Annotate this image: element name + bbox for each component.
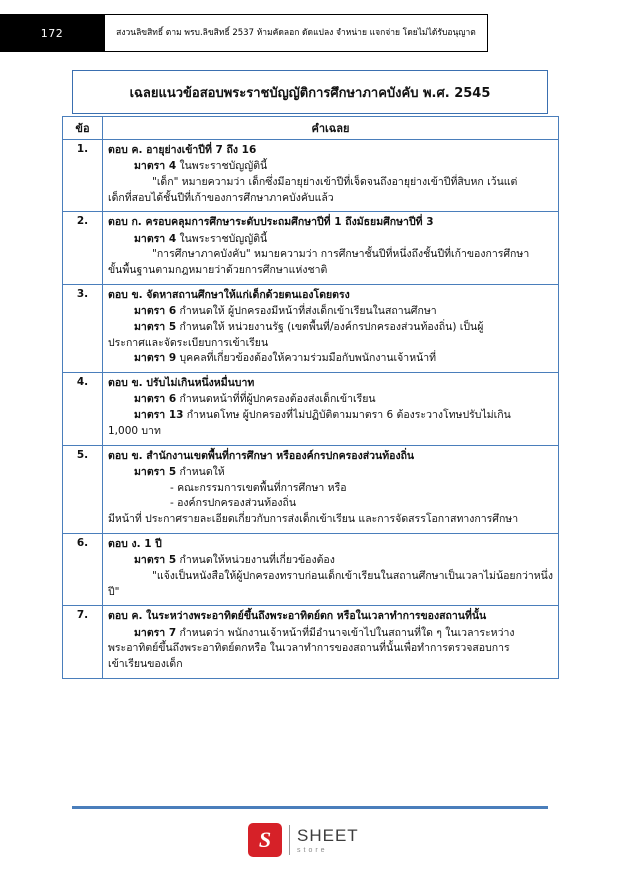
footer-divider: [72, 806, 548, 809]
row-number: 1.: [63, 140, 103, 212]
answer-choice: ตอบ ง. 1 ปี: [108, 537, 162, 550]
table-header-row: [63, 117, 559, 140]
answer-detail-line: มาตรา 4 ในพระราชบัญญัตินี้: [134, 232, 268, 245]
answer-choice: ตอบ ก. ครอบคลุมการศึกษาระดับประถมศึกษาปีที่ 1 ถึงมัธยมศึกษาปีที่ 3: [108, 216, 434, 229]
answer-detail-line: มาตรา 6 กำหนดให้ ผู้ปกครองมีหน้าที่ส่งเด็กเข้าเรียนในสถานศึกษา: [134, 305, 437, 318]
document-title-box: [72, 70, 548, 114]
answer-detail-line: เด็กที่สอบได้ชั้นปีที่เก้าของการศึกษาภาคบังคับแล้ว: [108, 191, 334, 204]
logo-title: SHEET: [297, 826, 359, 845]
table-row: [63, 533, 559, 605]
copyright-notice-text: สงวนลิขสิทธิ์ ตาม พรบ.ลิขสิทธิ์ 2537 ห้ามคัดลอก ดัดแปลง จำหน่าย แจกจ่าย โดยไม่ได้รับอนุญาต: [116, 27, 476, 38]
page-number: 172: [40, 26, 64, 40]
answer-detail-line: มาตรา 5 กำหนดให้: [134, 465, 225, 478]
sheet-store-logo: [248, 820, 372, 860]
row-number: 4.: [63, 373, 103, 445]
page-title: เฉลยแนวข้อสอบพระราชบัญญัติการศึกษาภาคบังคับ พ.ศ. 2545: [129, 85, 491, 101]
answer-detail-line: "การศึกษาภาคบังคับ" หมายความว่า การศึกษาชั้นปีที่หนึ่งถึงชั้นปีที่เก้าของการศึกษา: [152, 248, 530, 261]
row-answer: [103, 606, 559, 678]
answer-detail-line: ประกาศและจัดระเบียบการเข้าเรียน: [108, 336, 269, 349]
answer-detail-line: พระอาทิตย์ขึ้นถึงพระอาทิตย์ตกหรือ ในเวลาทำการของสถานที่นั้นเพื่อทำการตรวจสอบการ: [108, 642, 510, 655]
answer-detail-line: ปี": [108, 585, 120, 598]
row-answer: [103, 212, 559, 284]
answer-detail-line: มาตรา 7 กำหนดว่า พนักงานเจ้าหน้าที่มีอำนาจเข้าไปในสถานที่ใด ๆ ในเวลาระหว่าง: [134, 626, 515, 639]
answer-detail-line: มีหน้าที่ ประกาศรายละเอียดเกี่ยวกับการส่งเด็กเข้าเรียน และการจัดสรรโอกาสทางการศึกษา: [108, 513, 519, 526]
row-answer: [103, 445, 559, 533]
logo-divider: [289, 825, 290, 855]
column-header-answer: คำเฉลย: [103, 117, 559, 140]
answer-choice: ตอบ ข. สำนักงานเขตพื้นที่การศึกษา หรือองค์กรปกครองส่วนท้องถิ่น: [108, 449, 415, 462]
answer-detail-line: เข้าเรียนของเด็ก: [108, 658, 183, 671]
row-number: 5.: [63, 445, 103, 533]
copyright-notice-box: [104, 14, 488, 52]
answer-detail-line: "เด็ก" หมายความว่า เด็กซึ่งมีอายุย่างเข้าปีที่เจ็ดจนถึงอายุย่างเข้าปีที่สิบหก เว้นแต่: [152, 175, 518, 188]
answer-detail-line: - คณะกรรมการเขตพื้นที่การศึกษา หรือ: [170, 481, 347, 494]
answer-choice: ตอบ ค. อายุย่างเข้าปีที่ 7 ถึง 16: [108, 144, 257, 156]
answer-detail-line: มาตรา 4 ในพระราชบัญญัตินี้: [134, 160, 268, 173]
answer-detail-line: มาตรา 5 กำหนดให้หน่วยงานที่เกี่ยวข้องต้อง: [134, 554, 335, 567]
answer-detail-line: มาตรา 9 บุคคลที่เกี่ยวข้องต้องให้ความร่วมมือกับพนักงานเจ้าหน้าที่: [134, 352, 437, 365]
answer-key-table: [62, 116, 559, 679]
answer-detail-line: มาตรา 5 กำหนดให้ หน่วยงานรัฐ (เขตพื้นที่/องค์กรปกครองส่วนท้องถิ่น) เป็นผู้: [134, 320, 484, 333]
column-header-number: ข้อ: [63, 117, 103, 140]
row-answer: [103, 373, 559, 445]
table-row: [63, 284, 559, 372]
answer-rows: [63, 140, 559, 679]
answer-detail-line: มาตรา 13 กำหนดโทษ ผู้ปกครองที่ไม่ปฏิบัติตามมาตรา 6 ต้องระวางโทษปรับไม่เกิน: [134, 409, 511, 422]
answer-detail-line: ขั้นพื้นฐานตามกฎหมายว่าด้วยการศึกษาแห่งชาติ: [108, 264, 328, 277]
answer-choice: ตอบ ค. ในระหว่างพระอาทิตย์ขึ้นถึงพระอาทิตย์ตก หรือในเวลาทำการของสถานที่นั้น: [108, 610, 487, 623]
row-answer: [103, 284, 559, 372]
logo-subtitle: store: [297, 847, 328, 854]
answer-choice: ตอบ ข. ปรับไม่เกินหนึ่งหมื่นบาท: [108, 377, 255, 390]
logo-mark-icon: S: [248, 823, 282, 857]
answer-detail-line: "แจ้งเป็นหนังสือให้ผู้ปกครองทราบก่อนเด็กเข้าเรียนในสถานศึกษาเป็นเวลาไม่น้อยกว่าหนึ่ง: [152, 569, 553, 582]
table-row: [63, 140, 559, 212]
row-answer: [103, 140, 559, 212]
row-number: 7.: [63, 606, 103, 678]
row-answer: [103, 533, 559, 605]
answer-detail-line: มาตรา 6 กำหนดหน้าที่ที่ผู้ปกครองต้องส่งเด็กเข้าเรียน: [134, 393, 376, 406]
answer-choice: ตอบ ข. จัดหาสถานศึกษาให้แก่เด็กด้วยตนเองโดยตรง: [108, 288, 350, 301]
row-number: 3.: [63, 284, 103, 372]
table-row: [63, 606, 559, 678]
page-header: [0, 14, 620, 52]
table-row: [63, 373, 559, 445]
answer-detail-line: - องค์กรปกครองส่วนท้องถิ่น: [170, 497, 297, 510]
logo-wordmark: [297, 826, 359, 854]
row-number: 6.: [63, 533, 103, 605]
table-row: [63, 445, 559, 533]
row-number: 2.: [63, 212, 103, 284]
answer-detail-line: 1,000 บาท: [108, 424, 161, 437]
table-row: [63, 212, 559, 284]
